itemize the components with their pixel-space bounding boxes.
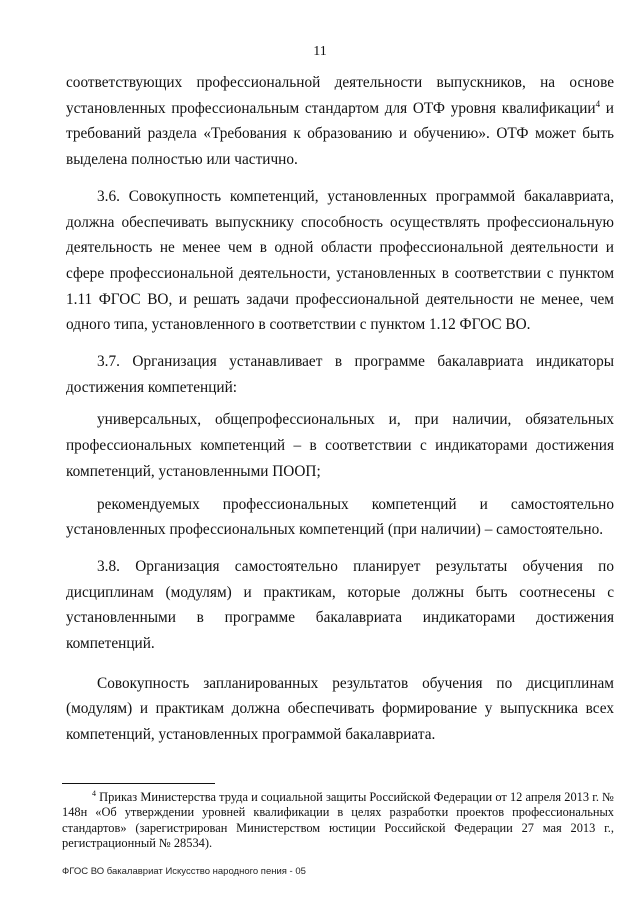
footnote-marker: 4 [92,789,96,798]
paragraph-universal-competencies: универсальных, общепрофессиональных и, при наличии, обязательных профессиональных компетенций – в соответствии с индикаторами достижения компетенций, установленными ПООП; [66,411,614,480]
paragraph-3-7: 3.7. Организация устанавливает в программе бакалавриата индикаторы достижения компетенций: [66,353,614,396]
paragraph-text-tail: и требований раздела «Требования к образованию и обучению». ОТФ может быть выделена полностью или частично. [66,99,614,169]
page-number: 11 [313,44,327,59]
footnote-reference: 4 [595,98,601,109]
paragraph-3-6: 3.6. Совокупность компетенций, установленных программой бакалавриата, должна обеспечивать выпускнику способность осуществлять профессиональную деятельность не менее чем в одной области профессиональной деятельности и сфере профессиональной деятельности, установленных в соответствии с пунктом 1.11 ФГОС ВО, и решать задачи профессиональной деятельности не менее, чем одного типа, установленного в соответствии с пунктом 1.12 ФГОС ВО. [66,187,614,334]
footnote [62,790,614,851]
page-footer: ФГОС ВО бакалавриат Искусство народного пения - 05 [62,866,306,877]
document-body [66,70,614,748]
paragraph-recommended-competencies: рекомендуемых профессиональных компетенций и самостоятельно установленных профессиональных компетенций (при наличии) – самостоятельно. [66,495,614,539]
paragraph-text: соответствующих профессиональной деятельности выпускников, на основе установленных профессиональным стандартом для ОТФ уровня квалификации [66,74,614,117]
paragraph-continuation [66,70,614,173]
paragraph-learning-outcomes: Совокупность запланированных результатов обучения по дисциплинам (модулям) и практикам должна обеспечивать формирование у выпускника всех компетенций, установленных программой бакалавриата. [66,674,614,744]
footnote-text: Приказ Министерства труда и социальной защиты Российской Федерации от 12 апреля 2013 г. № 148н «Об утверждении уровней квалификации в целях разработки проектов профессиональных стандартов» (зарегистрирован Министерством юстиции Российской Федерации 27 мая 2013 г., регистрационный № 28534). [62,790,614,850]
footnote-divider [62,783,215,784]
paragraph-3-8: 3.8. Организация самостоятельно планирует результаты обучения по дисциплинам (модулям) и практикам, которые должны быть соотнесены с установленными в программе бакалавриата индикаторами достижения компетенций. [66,557,614,653]
footnote-paragraph [62,790,614,851]
